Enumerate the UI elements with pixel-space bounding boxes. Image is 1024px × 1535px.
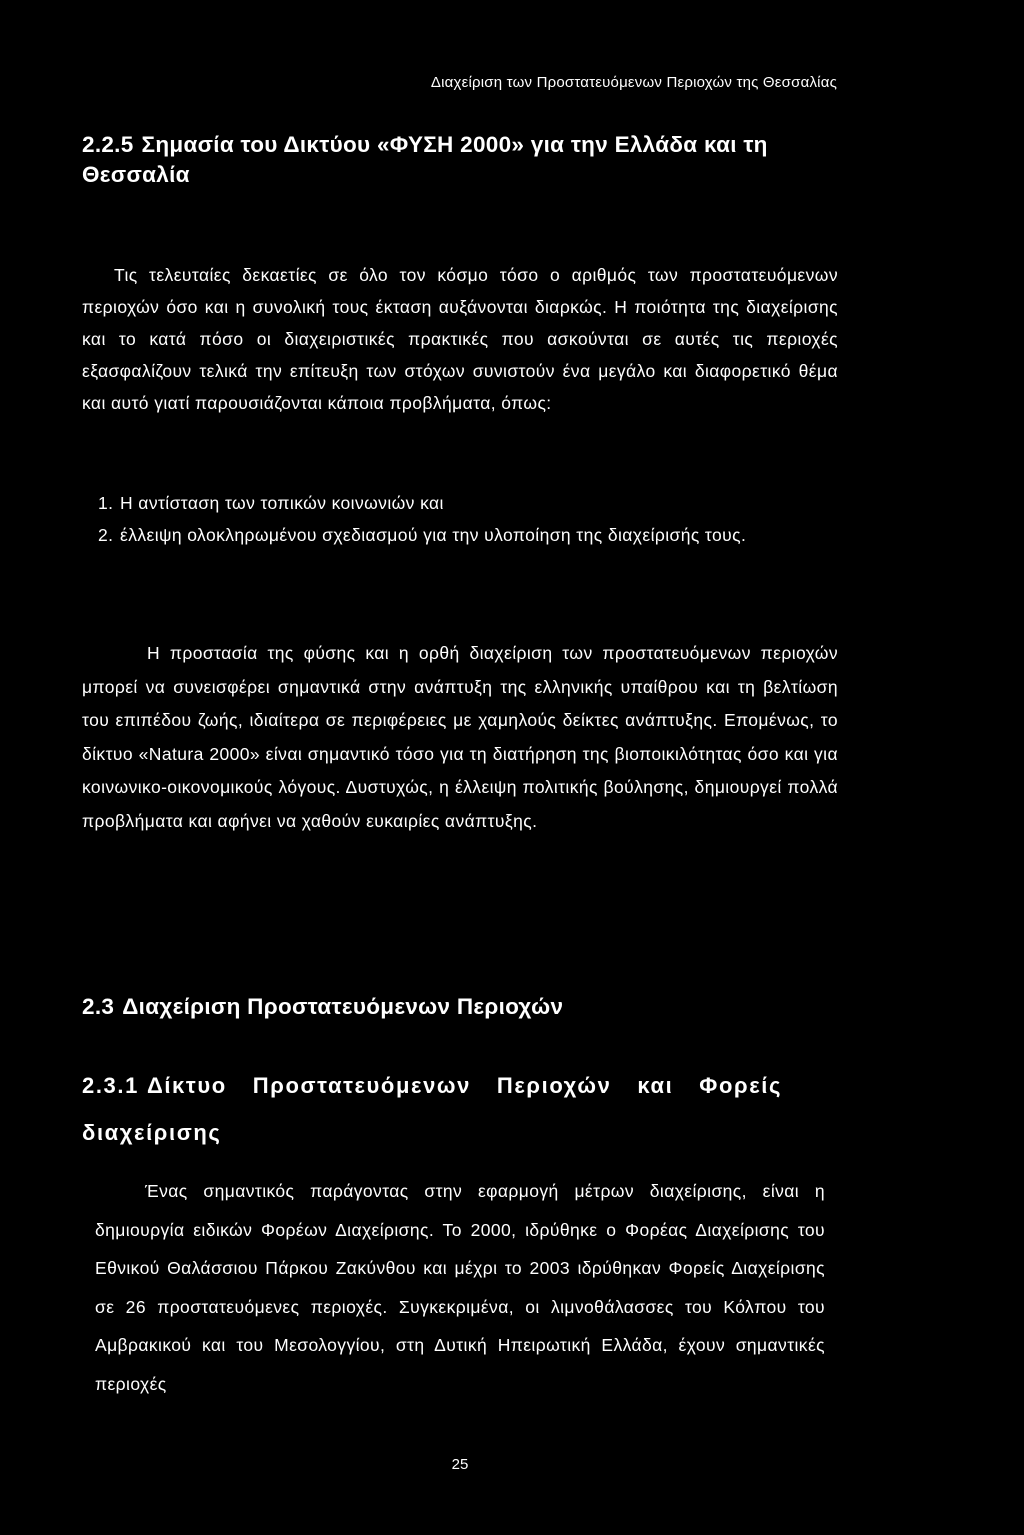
section-number: 2.3.1 xyxy=(82,1073,139,1098)
section-2-3-1-heading xyxy=(82,1062,782,1156)
list-item xyxy=(98,487,838,519)
section-number: 2.2.5 xyxy=(82,132,134,157)
natura-paragraph: Η προστασία της φύσης και η ορθή διαχείριση των προστατευόμενων περιοχών μπορεί να συνεισφέρει σημαντικά στην ανάπτυξη της ελληνικής υπαίθρου και τη βελτίωση του επιπέδου ζωής, ιδιαίτερα σε περιφέρειες με χαμηλούς δείκτες ανάπτυξης. Επομένως, το δίκτυο «Natura 2000» είναι σημαντικό τόσο για τη διατήρηση της βιοποικιλότητας όσο και για κοινωνικο-οικονομικούς λόγους. Δυστυχώς, η έλλειψη πολιτικής βούλησης, δημιουργεί πολλά προβλήματα και αφήνει να χαθούν ευκαιρίες ανάπτυξης. xyxy=(82,643,838,831)
section-number: 2.3 xyxy=(82,994,115,1019)
list-marker: 2. xyxy=(98,525,114,545)
list-marker: 1. xyxy=(98,493,114,513)
running-header: Διαχείριση των Προστατευόμενων Περιοχών της Θεσσαλίας xyxy=(430,74,837,91)
section-title: Δίκτυο Προστατευόμενων Περιοχών και Φορείς διαχείρισης xyxy=(82,1073,782,1145)
problems-list xyxy=(98,487,838,551)
list-item-text: Η αντίσταση των τοπικών κοινωνιών και xyxy=(120,493,444,513)
list-item xyxy=(98,519,838,551)
intro-paragraph: Τις τελευταίες δεκαετίες σε όλο τον κόσμο τόσο ο αριθμός των προστατευόμενων περιοχών όσο και η συνολική τους έκταση αυξάνονται διαρκώς. Η ποιότητα της διαχείρισης και το κατά πόσο οι διαχειριστικές πρακτικές που ασκούνται σε αυτές τις περιοχές εξασφαλίζουν τελικά την επίτευξη των στόχων συνιστούν ένα μεγάλο και διαφορετικό θέμα και αυτό γιατί παρουσιάζονται κάποια προβλήματα, όπως: xyxy=(82,265,838,413)
section-title: Σημασία του Δικτύου «ΦΥΣΗ 2000» για την Ελλάδα και τη Θεσσαλία xyxy=(82,132,768,187)
section-2-2-5-heading xyxy=(82,130,842,190)
section-title: Διαχείριση Προστατευόμενων Περιοχών xyxy=(122,994,564,1019)
management-bodies-paragraph: Ένας σημαντικός παράγοντας στην εφαρμογή μέτρων διαχείρισης, είναι η δημιουργία ειδικών Φορέων Διαχείρισης. Το 2000, ιδρύθηκε ο Φορέας Διαχείρισης του Εθνικού Θαλάσσιου Πάρκου Ζακύνθου και μέχρι το 2003 ιδρύθηκαν Φορείς Διαχείρισης σε 26 προστατευόμενες περιοχές. Συγκεκριμένα, οι λιμνοθάλασσες του Κόλπου του Αμβρακικού και του Μεσολογγίου, στη Δυτική Ηπειρωτική Ελλάδα, έχουν σημαντικές περιοχές xyxy=(95,1181,825,1394)
list-item-text: έλλειψη ολοκληρωμένου σχεδιασμού για την υλοποίηση της διαχείρισής τους. xyxy=(120,525,747,545)
section-2-3-heading xyxy=(82,992,842,1022)
page-number: 25 xyxy=(451,1456,469,1473)
